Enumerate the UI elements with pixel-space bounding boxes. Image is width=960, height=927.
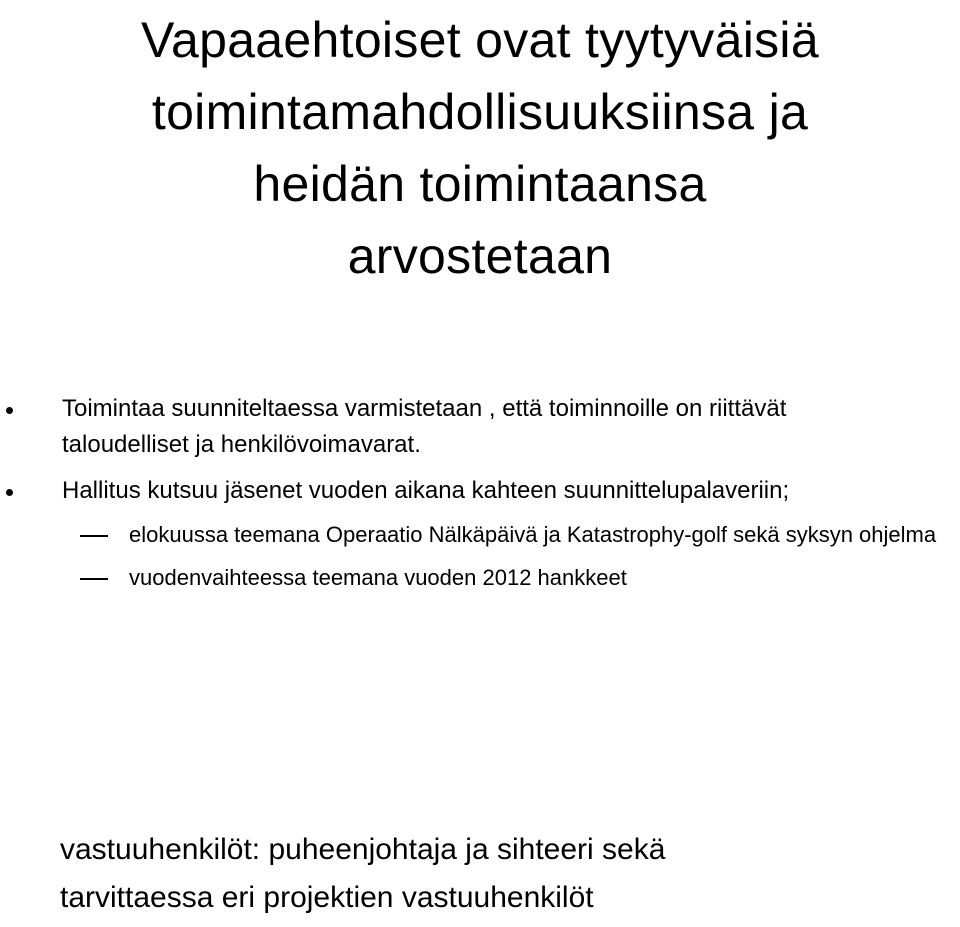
sub-bullet-text: elokuussa teemana Operaatio Nälkäpäivä ja Katastrophy-golf sekä syksyn ohjelma — [129, 522, 937, 547]
responsibility-note — [60, 826, 940, 922]
footer-line: tarvittaessa eri projektien vastuuhenkilöt — [60, 881, 594, 914]
sub-bullet-list — [0, 517, 960, 595]
title-line: heidän toimintaansa — [253, 156, 707, 212]
bullet-text: Hallitus kutsuu jäsenet vuoden aikana kahteen suunnittelupalaveriin; — [62, 477, 790, 504]
title-line: arvostetaan — [347, 228, 613, 284]
dash-icon — [80, 535, 108, 537]
title-line: toimintamahdollisuuksiinsa ja — [151, 84, 809, 140]
bullet-item — [0, 473, 960, 595]
footer-line: vastuuhenkilöt: puheenjohtaja ja sihteeri sekä — [60, 833, 666, 866]
dash-icon — [80, 578, 108, 580]
bullet-item — [0, 391, 960, 463]
sub-bullet-item — [0, 517, 960, 552]
sub-bullet-text: vuodenvaihteessa teemana vuoden 2012 hankkeet — [129, 565, 627, 590]
bullet-list — [0, 391, 960, 603]
title-line: Vapaaehtoiset ovat tyytyväisiä — [141, 12, 819, 68]
bullet-dot-icon — [6, 489, 13, 496]
slide-title — [0, 4, 960, 292]
bullet-text: Toimintaa suunniteltaessa varmistetaan , että toiminnoille on riittävät taloudelliset ja henkilövoimavarat. — [62, 395, 787, 458]
sub-bullet-item — [0, 560, 960, 595]
bullet-dot-icon — [6, 407, 13, 414]
